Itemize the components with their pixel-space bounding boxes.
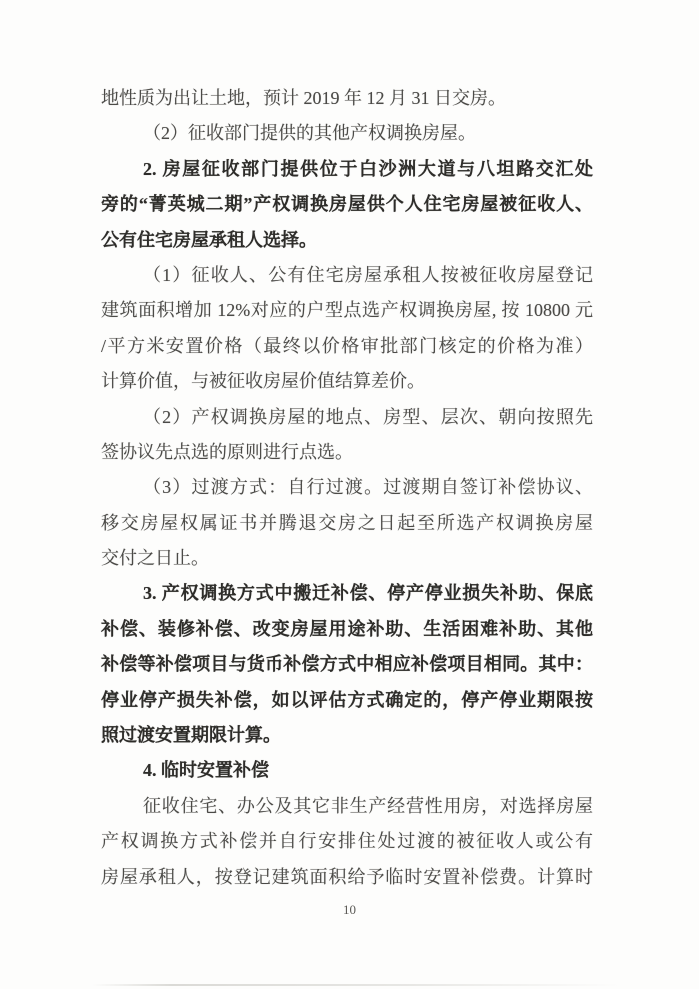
scan-artifact (92, 984, 620, 986)
document-line: /平方米安置价格（最终以价格审批部门核定的价格为准） (101, 335, 593, 356)
document-line: 地性质为出让土地，预计 2019 年 12 月 31 日交房。 (101, 88, 506, 108)
document-line: 移交房屋权属证书并腾退交房之日起至所选产权调换房屋 (101, 512, 593, 533)
document-line: 公有住宅房屋承租人选择。 (101, 229, 317, 250)
document-line: 计算价值，与被征收房屋价值结算差价。 (101, 371, 425, 392)
page-number: 10 (343, 902, 356, 917)
document-line: 签协议先点选的原则进行点选。 (101, 441, 353, 462)
document-line: （2）产权调换房屋的地点、房型、层次、朝向按照先 (143, 406, 593, 427)
document-line: 4. 临时安置补偿 (143, 760, 269, 781)
document-line: 交付之日止。 (101, 548, 209, 569)
document-line: （3）过渡方式：自行过渡。过渡期自签订补偿协议、 (143, 477, 593, 498)
document-line: 产权调换方式补偿并自行安排住处过渡的被征收人或公有 (101, 831, 593, 852)
document-line: 补偿、装修补偿、改变房屋用途补助、生活困难补助、其他 (101, 618, 593, 639)
document-line: （1）征收人、公有住宅房屋承租人按被征收房屋登记 (143, 264, 593, 285)
document-line: 2. 房屋征收部门提供位于白沙洲大道与八坦路交汇处 (143, 158, 593, 179)
document-line: 旁的“菁英城二期”产权调换房屋供个人住宅房屋被征收人、 (101, 194, 593, 215)
document-line: （2）征收部门提供的其他产权调换房屋。 (143, 123, 476, 144)
document-line: 征收住宅、办公及其它非生产经营性用房，对选择房屋 (143, 795, 593, 816)
document-line: 停业停产损失补偿，如以评估方式确定的，停产停业期限按 (101, 689, 593, 710)
document-line: 建筑面积增加 12%对应的户型点选产权调换房屋, 按 10800 元 (101, 300, 593, 321)
document-text-block (101, 81, 593, 895)
document-line: 照过渡安置期限计算。 (101, 725, 281, 746)
document-line: 房屋承租人，按登记建筑面积给予临时安置补偿费。计算时 (101, 866, 593, 887)
document-line: 补偿等补偿项目与货币补偿方式中相应补偿项目相同。其中： (101, 654, 593, 675)
document-line: 3. 产权调换方式中搬迁补偿、停产停业损失补助、保底 (143, 583, 593, 604)
